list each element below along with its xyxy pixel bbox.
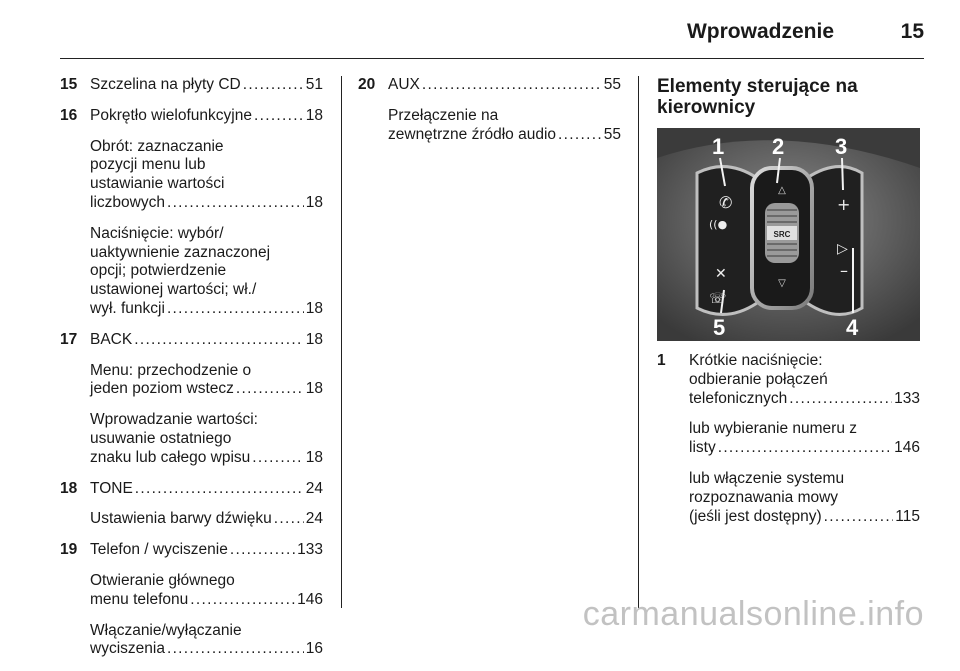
entry-text: Krótkie naciśnięcie: <box>689 352 823 369</box>
page-reference[interactable]: 55 <box>603 76 621 93</box>
leader-dots <box>167 640 304 659</box>
entry-text: odbieranie połączeń <box>689 370 828 388</box>
entry-text: TONE <box>90 479 133 497</box>
entry-line <box>90 449 323 468</box>
entry-line <box>689 489 920 508</box>
page-reference[interactable]: 18 <box>305 380 323 398</box>
entry-text: Ustawienia barwy dźwięku <box>90 510 272 528</box>
page-reference[interactable]: 133 <box>297 541 323 559</box>
entry-line <box>90 262 323 281</box>
leader-dots <box>167 194 304 213</box>
callout-3: 3 <box>835 134 848 159</box>
page-reference[interactable]: 24 <box>305 510 323 528</box>
svg-text:△: △ <box>778 185 786 196</box>
item-number: 16 <box>60 106 78 124</box>
index-entry <box>358 76 621 95</box>
index-entry <box>60 362 323 400</box>
entry-line <box>90 572 323 591</box>
entry-line <box>90 138 323 157</box>
leader-dots <box>824 508 894 527</box>
index-entry <box>657 352 920 408</box>
column-left <box>60 76 323 671</box>
entry-line <box>388 76 621 95</box>
entry-line <box>689 439 920 458</box>
entry-line <box>90 380 323 399</box>
page-reference[interactable]: 16 <box>305 640 323 658</box>
entry-text: Obrót: zaznaczanie <box>90 137 224 155</box>
entry-line <box>388 107 621 126</box>
entry-text: Naciśnięcie: wybór/ <box>90 224 224 242</box>
entry-text: jeden poziom wstecz <box>90 380 234 398</box>
leader-dots <box>422 76 602 95</box>
item-number: 19 <box>60 541 78 559</box>
leader-dots <box>134 331 304 350</box>
leader-dots <box>236 380 304 399</box>
index-entry <box>60 225 323 319</box>
item-number: 15 <box>60 76 78 93</box>
page-reference[interactable]: 133 <box>894 389 920 407</box>
index-entry <box>60 510 323 529</box>
leader-dots <box>243 76 304 95</box>
leader-dots <box>789 390 892 409</box>
entry-text: telefonicznych <box>689 389 788 407</box>
column-divider <box>341 76 342 608</box>
entry-text: usuwanie ostatniego <box>90 429 232 447</box>
entry-line <box>90 194 323 213</box>
column-divider <box>638 76 639 608</box>
entry-line <box>689 508 920 527</box>
entry-line <box>90 362 323 381</box>
entry-line <box>90 156 323 175</box>
index-entry <box>657 470 920 526</box>
page-reference[interactable]: 146 <box>894 439 920 457</box>
entry-text: Telefon / wyciszenie <box>90 541 228 559</box>
entry-text: uaktywnienie zaznaczonej <box>90 243 271 261</box>
page-reference[interactable]: 115 <box>895 507 920 525</box>
entry-line <box>90 510 323 529</box>
entry-line <box>90 480 323 499</box>
entry-line <box>689 420 920 439</box>
entry-text: ustawianie wartości <box>90 175 225 193</box>
entry-line <box>90 225 323 244</box>
entry-text: Pokrętło wielofunkcyjne <box>90 106 252 124</box>
item-number: 1 <box>657 352 666 369</box>
page-reference[interactable]: 18 <box>305 448 323 466</box>
column-middle <box>358 76 621 156</box>
entry-text: lub wybieranie numeru z <box>689 420 858 438</box>
svg-text:✕: ✕ <box>715 266 727 282</box>
entry-text: Wprowadzanie wartości: <box>90 411 258 429</box>
index-entry <box>60 331 323 350</box>
index-entry <box>60 138 323 213</box>
entry-line <box>689 371 920 390</box>
entry-line <box>90 76 323 95</box>
entry-text: wył. funkcji <box>90 299 165 317</box>
entry-line <box>689 470 920 489</box>
leader-dots <box>167 300 304 319</box>
entry-text: znaku lub całego wpisu <box>90 448 251 466</box>
index-entry <box>657 420 920 458</box>
entry-text: Włączanie/wyłączanie <box>90 621 242 639</box>
entry-text: pozycji menu lub <box>90 156 206 174</box>
entry-text: liczbowych <box>90 193 165 211</box>
entry-text: rozpoznawania mowy <box>689 488 839 506</box>
steering-wheel-image <box>657 128 920 341</box>
entry-line <box>90 541 323 560</box>
index-entry <box>60 76 323 95</box>
watermark: carmanualsonline.info <box>582 595 924 633</box>
item-number: 17 <box>60 330 78 348</box>
svg-text:((●: ((● <box>709 218 728 231</box>
index-entry <box>60 541 323 560</box>
page-reference[interactable]: 18 <box>305 330 323 348</box>
leader-dots <box>274 510 304 529</box>
svg-text:–: – <box>840 261 848 280</box>
index-entry <box>60 107 323 126</box>
entry-line <box>689 352 920 371</box>
entry-text: Szczelina na płyty CD <box>90 76 241 93</box>
entry-line <box>689 390 920 409</box>
svg-text:+: + <box>837 195 851 214</box>
index-entry <box>60 411 323 467</box>
entry-text: ustawionej wartości; wł./ <box>90 281 257 299</box>
entry-text: Przełączenie na <box>388 106 499 124</box>
entry-text: AUX <box>388 76 420 93</box>
leader-dots <box>135 480 304 499</box>
page-reference[interactable]: 146 <box>297 590 323 608</box>
entry-line <box>90 430 323 449</box>
page-header <box>0 0 960 60</box>
leader-dots <box>558 126 602 145</box>
page-title: Wprowadzenie <box>686 20 834 43</box>
entry-line <box>90 331 323 350</box>
svg-text:✆: ✆ <box>719 193 733 212</box>
entry-line <box>90 640 323 659</box>
item-number: 18 <box>60 479 78 497</box>
entry-text: opcji; potwierdzenie <box>90 262 227 280</box>
callout-1: 1 <box>712 134 725 159</box>
entry-text: lub włączenie systemu <box>689 469 845 487</box>
leader-dots <box>230 541 295 560</box>
page-number: 15 <box>900 20 924 43</box>
page-reference[interactable]: 18 <box>305 106 323 124</box>
entry-line <box>90 175 323 194</box>
entry-line <box>90 244 323 263</box>
index-entry <box>358 107 621 145</box>
entry-text: Menu: przechodzenie o <box>90 361 252 379</box>
leader-dots <box>718 439 892 458</box>
page-reference[interactable]: 18 <box>305 193 323 211</box>
src-label: SRC <box>773 230 791 239</box>
entry-text: menu telefonu <box>90 590 189 608</box>
index-entry <box>60 480 323 499</box>
svg-text:☏: ☏ <box>709 291 727 307</box>
leader-dots <box>252 449 303 468</box>
entry-text: BACK <box>90 330 133 348</box>
entry-line <box>90 411 323 430</box>
column-right <box>657 352 920 538</box>
svg-text:▽: ▽ <box>778 278 786 289</box>
entry-text: (jeśli jest dostępny) <box>689 507 822 525</box>
page-reference[interactable]: 24 <box>305 479 323 497</box>
callout-2: 2 <box>772 134 785 159</box>
entry-line <box>388 126 621 145</box>
entry-text: Otwieranie głównego <box>90 571 235 589</box>
leader-dots <box>254 107 304 126</box>
steering-controls-photo <box>657 128 920 341</box>
item-number: 20 <box>358 76 376 93</box>
entry-text: listy <box>689 439 716 457</box>
entry-text: wyciszenia <box>90 640 165 658</box>
section-title: Elementy sterujące na kierownicy <box>657 76 858 118</box>
callout-5: 5 <box>713 315 726 340</box>
entry-text: zewnętrzne źródło audio <box>388 125 557 143</box>
header-rule <box>60 58 924 59</box>
callout-4: 4 <box>846 315 859 340</box>
page-reference[interactable]: 51 <box>305 76 323 93</box>
page-reference[interactable]: 55 <box>603 125 621 143</box>
entry-line <box>90 107 323 126</box>
entry-line <box>90 300 323 319</box>
page-reference[interactable]: 18 <box>305 299 323 317</box>
entry-line <box>90 281 323 300</box>
svg-text:▷: ▷ <box>837 241 848 257</box>
